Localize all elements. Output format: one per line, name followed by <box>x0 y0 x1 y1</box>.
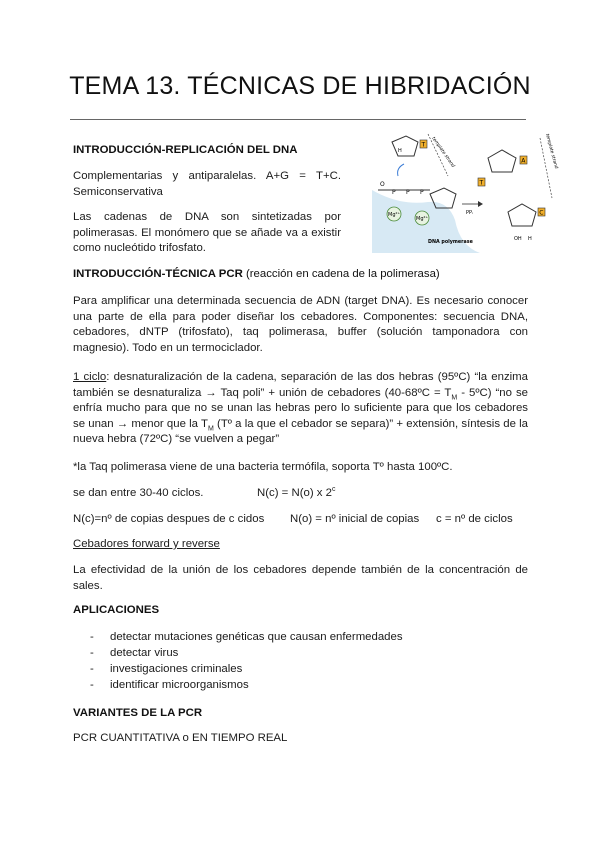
pcr-heading-text: INTRODUCCIÓN-TÉCNICA PCR <box>73 268 243 280</box>
cycle-sub-1: M <box>451 393 458 401</box>
replication-paragraph-2: Las cadenas de DNA son sintetizadas por polimerasas. El monómero que se añade va a existir como nucleótido trifosfato. <box>73 211 341 254</box>
pcr-heading-note: (reacción en cadena de la polimerasa) <box>245 268 440 280</box>
svg-text:O: O <box>380 181 385 188</box>
cycle-text-a: : desnaturalización de la cadena, separación de las dos hebras (95ºC) “la enzima también se desnaturaliza → Taq poli” + unión de cebadores (40-68ºC = T <box>73 371 528 399</box>
template-strand-label-left: template strand <box>430 136 456 169</box>
primers-label: Cebadores forward y reverse <box>73 538 220 550</box>
definition-c: c = nº de ciclos <box>436 513 513 525</box>
cycle-text-b: - 5ºC) “no se enfría mucho para que no se unan las hebras pero lo suficiente para que los cebadores se unan → menor que la T <box>73 386 528 430</box>
formula-exponent: c <box>332 486 336 494</box>
sugar-ring-right-top <box>488 150 516 172</box>
sugar-ring-right-bottom <box>508 204 536 226</box>
cycle-text-c: (Tº a la que el cebador se separa)” + extensión, síntesis de la nueva hebra (72ºC) “se vuelven a pegar” <box>73 417 528 445</box>
list-item: - detectar mutaciones genéticas que causan enfermedades <box>90 631 403 643</box>
dna-polymerase-label: DNA polymerase <box>428 240 473 245</box>
list-item-text: detectar virus <box>110 647 179 659</box>
primers-paragraph: La efectividad de la unión de los cebadores depende también de la concentración de sales. <box>73 564 528 592</box>
svg-text:P: P <box>406 189 410 196</box>
section-heading-replication: INTRODUCCIÓN-REPLICACIÓN DEL DNA <box>73 144 298 156</box>
formula <box>257 486 336 502</box>
list-item-text: identificar microorganismos <box>110 679 249 691</box>
template-strand-label-right: template strand <box>544 133 559 170</box>
section-heading-pcr <box>73 268 440 280</box>
cycles-text: se dan entre 30-40 ciclos. <box>73 487 204 499</box>
taq-note: *la Taq polimerasa viene de una bacteria termófila, soporta Tº hasta 100ºC. <box>73 461 453 473</box>
svg-text:P: P <box>420 189 424 196</box>
mg-label-2: Mg²⁺ <box>416 216 429 222</box>
section-heading-applications: APLICACIONES <box>73 604 160 616</box>
list-item: - detectar virus <box>90 647 179 659</box>
dna-replication-diagram <box>370 128 560 258</box>
list-item: - investigaciones criminales <box>90 663 243 675</box>
base-label-1: T <box>421 141 426 149</box>
cycle-label: 1 ciclo <box>73 371 107 383</box>
definition-no: N(o) = nº inicial de copias <box>290 513 420 525</box>
list-item-text: investigaciones criminales <box>110 663 243 675</box>
base-label-4: C <box>539 209 544 217</box>
page-title: TEMA 13. TÉCNICAS DE HIBRIDACIÓN <box>69 72 531 100</box>
applications-list <box>90 629 403 693</box>
svg-text:H: H <box>398 148 402 154</box>
definition-nc: N(c)=nº de copias despues de c cidos <box>73 513 265 525</box>
mg-label-1: Mg²⁺ <box>388 212 401 218</box>
base-label-2: A <box>521 157 526 165</box>
list-item-text: detectar mutaciones genéticas que causan enfermedades <box>110 631 403 643</box>
svg-text:P: P <box>392 189 396 196</box>
sugar-ring-left <box>392 136 418 156</box>
title-divider <box>70 119 526 120</box>
variants-paragraph: PCR CUANTITATIVA o EN TIEMPO REAL <box>73 732 288 744</box>
ppi-label: PPᵢ <box>466 210 473 216</box>
section-heading-variants: VARIANTES DE LA PCR <box>73 707 203 719</box>
pcr-paragraph-1: Para amplificar una determinada secuencia de ADN (target DNA). Es necesario conocer una parte de ella para poder diseñar los cebadores. Componentes: secuencia DNA, cebadores, dNTP (trifosfato), taq polimerasa, buffer (solución tamponadora con magnesio). Todo en un termociclador. <box>73 295 528 354</box>
cycle-sub-2: M <box>207 424 214 432</box>
replication-paragraph-1: Complementarias y antiparalelas. A+G = T+C. Semiconservativa <box>73 170 341 198</box>
formula-base: N(c) = N(o) x 2 <box>257 487 332 499</box>
pcr-cycle-paragraph <box>73 370 528 448</box>
svg-text:H: H <box>528 236 532 242</box>
list-item: - identificar microorganismos <box>90 679 249 691</box>
svg-text:OH: OH <box>514 236 522 242</box>
base-label-3: T <box>479 179 484 187</box>
